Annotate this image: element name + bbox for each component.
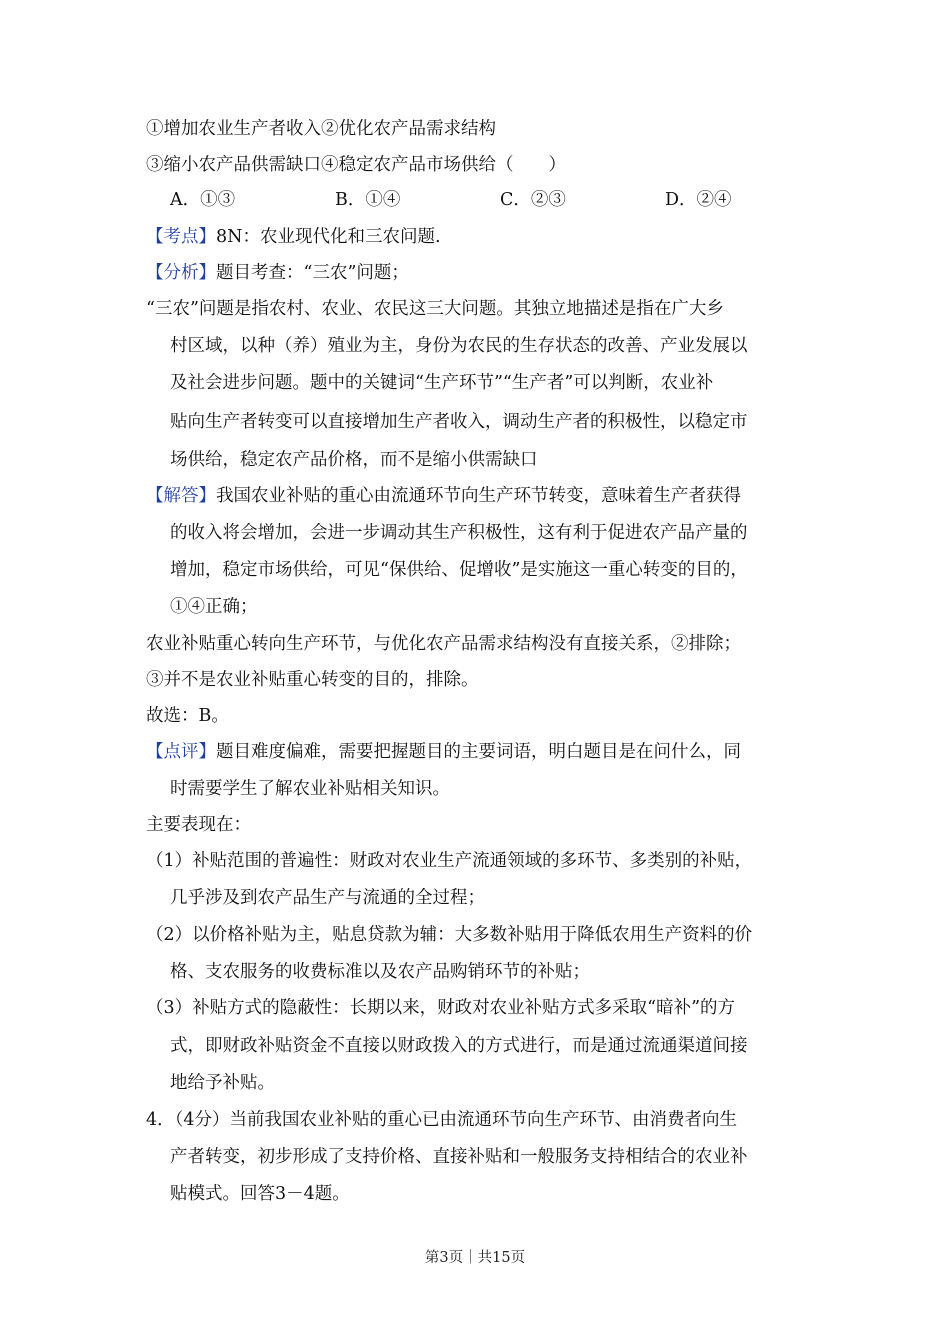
fenxi-line: 贴向生产者转变可以直接增加生产者收入，调动生产者的积极性，以稳定市 [170, 412, 748, 432]
jieda-tag: 【解答】 [146, 486, 216, 506]
fenxi-line: 村区域，以种（养）殖业为主，身份为农民的生存状态的改善、产业发展以 [170, 336, 748, 356]
point-3-line: （3）补贴方式的隐蔽性：长期以来，财政对农业补贴方式多采取“暗补”的方 [146, 998, 736, 1018]
jieda-line: ①④正确； [170, 597, 258, 617]
question-4-line: 产者转变，初步形成了支持价格、直接补贴和一般服务支持相结合的农业补 [170, 1147, 748, 1167]
point-1-line: （1）补贴范围的普遍性：财政对农业生产流通领域的多环节、多类别的补贴， [146, 851, 753, 871]
point-2-line: （2）以价格补贴为主，贴息贷款为辅：大多数补贴用于降低农用生产资料的价 [146, 925, 753, 945]
point-2-line: 格、支农服务的收费标准以及农产品购销环节的补贴； [170, 962, 590, 982]
option-c: C．②③ [500, 190, 566, 210]
fenxi-line: “三农”问题是指农村、农业、农民这三大问题。其独立地描述是指在广大乡 [146, 299, 724, 319]
kaodian-text: 8N：农业现代化和三农问题. [216, 227, 441, 247]
question-option-statement-2: ③缩小农产品供需缺口④稳定农产品市场供给（ ） [146, 155, 566, 175]
option-d: D．②④ [665, 190, 732, 210]
jieda-first-line: 我国农业补贴的重心由流通环节向生产环节转变，意味着生产者获得 [216, 486, 741, 506]
fenxi-line: 及社会进步问题。题中的关键词“生产环节”“生产者”可以判断，农业补 [170, 373, 714, 393]
page-footer: 第3页｜共15页 [424, 1250, 526, 1266]
fenxi-tag: 【分析】 [146, 263, 216, 283]
fenxi-line: 场供给，稳定农产品价格，而不是缩小供需缺口 [170, 450, 538, 470]
jieda-line: 增加，稳定市场供给，可见“保供给、促增收”是实施这一重心转变的目的， [170, 560, 748, 580]
question-4-line: 贴模式。回答3－4题。 [170, 1184, 350, 1204]
kaodian-tag: 【考点】 [146, 227, 216, 247]
option-a: A．①③ [170, 190, 236, 210]
jieda-section [146, 484, 826, 508]
question-option-statement-1: ①增加农业生产者收入②优化农产品需求结构 [146, 119, 496, 139]
point-1-line: 几乎涉及到农产品生产与流通的全过程； [170, 888, 485, 908]
kaodian-section [146, 225, 826, 249]
dianping-first-line: 题目难度偏难，需要把握题目的主要词语，明白题目是在问什么，同 [216, 742, 741, 762]
point-3-line: 式，即财政补贴资金不直接以财政拨入的方式进行，而是通过流通渠道间接 [170, 1036, 748, 1056]
jieda-after-line: 农业补贴重心转向生产环节，与优化农产品需求结构没有直接关系，②排除； [146, 634, 741, 654]
point-3-line: 地给予补贴。 [170, 1073, 275, 1093]
answer-options [170, 188, 850, 212]
fenxi-section [146, 261, 826, 285]
question-4-line: 4．（4分）当前我国农业补贴的重心已由流通环节向生产环节、由消费者向生 [146, 1110, 738, 1130]
dianping-heading: 主要表现在： [146, 815, 251, 835]
option-b: B．①④ [335, 190, 401, 210]
dianping-tag: 【点评】 [146, 742, 216, 762]
fenxi-first-line: 题目考查：“三农”问题； [216, 263, 409, 283]
answer-choice: 故选：B。 [146, 706, 229, 726]
jieda-after-line: ③并不是农业补贴重心转变的目的，排除。 [146, 670, 479, 690]
dianping-line: 时需要学生了解农业补贴相关知识。 [170, 779, 450, 799]
dianping-section [146, 740, 826, 764]
jieda-line: 的收入将会增加，会进一步调动其生产积极性，这有利于促进农产品产量的 [170, 523, 748, 543]
